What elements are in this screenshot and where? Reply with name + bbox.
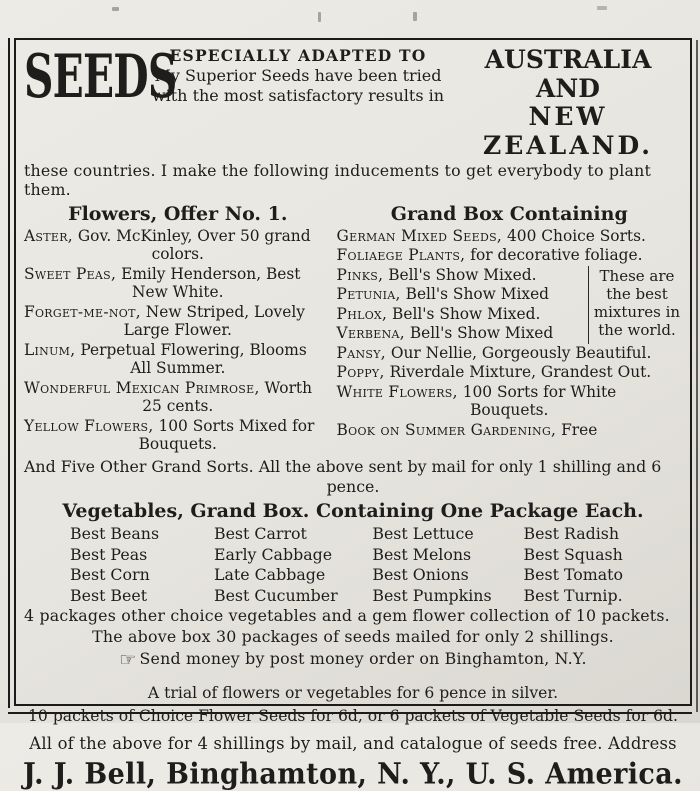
send-money-text: Send money by post money order on Binghamton, N.Y. — [139, 649, 587, 669]
grand-box-item: Foliaege Plants, for decorative foliage. — [336, 246, 643, 265]
grand-box-item: Book on Summer Gardening, Free — [336, 420, 598, 439]
region-line-2: NEW ZEALAND. — [482, 102, 654, 160]
frame-double-rule-left — [8, 38, 10, 708]
grand-box-item: Poppy, Riverdale Mixture, Grandest Out. — [336, 363, 652, 382]
flowers-column — [24, 202, 337, 455]
mail-offer-line-2: pence. — [326, 476, 380, 496]
show-mixed-list — [337, 266, 588, 344]
pointing-hand-icon: ☞ — [119, 649, 137, 672]
veg-cell: Best Lettuce — [372, 524, 474, 544]
trial-offer — [22, 682, 684, 727]
region-title — [454, 45, 682, 160]
grand-box-title: Grand Box Containing — [390, 203, 628, 225]
packages-note: 4 packages other choice vegetables and a gem flower collection of 10 packets. — [24, 606, 670, 626]
veg-cell: Best Pumpkins — [372, 585, 492, 605]
intro-line: these countries. I make the following inducements to get everybody to plant them. — [24, 161, 652, 199]
veg-cell: Best Beans — [70, 524, 160, 544]
veg-cell: Best Beet — [70, 585, 148, 605]
grand-box-item: German Mixed Seeds, 400 Choice Sorts. — [336, 227, 646, 245]
send-money-line — [22, 648, 684, 673]
offer-columns — [22, 202, 684, 455]
veg-cell: Best Squash — [523, 544, 623, 564]
adapted-line: ESPECIALLY ADAPTED TO — [169, 46, 427, 65]
closing-line: All of the above for 4 shillings by mail, and catalogue of seeds free. Address — [29, 734, 677, 754]
show-mixed-group — [337, 266, 682, 344]
veg-cell: Best Turnip. — [523, 585, 623, 605]
grand-box-column — [337, 202, 682, 455]
header-tagline — [142, 45, 454, 107]
frame-outer-rule-right — [696, 40, 698, 712]
flower-item: Aster, Gov. McKinley, Over 50 grand colors. — [24, 227, 311, 264]
seeds-wordmark: SEEDS — [24, 41, 177, 113]
print-artifact — [413, 12, 417, 21]
flower-item: Linum, Perpetual Flowering, Blooms All Summer. — [24, 340, 307, 378]
grand-box-item: Verbena, Bell's Show Mixed — [336, 324, 554, 343]
grand-box-item: Petunia, Bell's Show Mixed — [336, 285, 550, 304]
veg-cell: Best Radish — [523, 524, 620, 544]
veg-cell: Early Cabbage — [213, 544, 333, 564]
mail-offer-line-1: And Five Other Grand Sorts. All the above sent by mail for only 1 shilling and 6 — [24, 456, 662, 476]
tried-line-1: My Superior Seeds have been tried — [154, 65, 442, 85]
region-line-1: AUSTRALIA AND — [484, 45, 652, 103]
grand-box-item: Pinks, Bell's Show Mixed. — [336, 265, 537, 284]
flower-item: Wonderful Mexican Primrose, Worth 25 cents. — [24, 378, 313, 416]
veg-cell: Late Cabbage — [213, 565, 326, 585]
mailed-note: The above box 30 packages of seeds mailed for only 2 shillings. — [92, 627, 614, 647]
print-artifact — [597, 6, 607, 10]
flower-item: Yellow Flowers, 100 Sorts Mixed for Bouquets. — [24, 416, 315, 454]
veg-cell: Best Carrot — [213, 524, 307, 544]
veg-cell: Best Tomato — [523, 565, 624, 585]
flower-item: Sweet Peas, Emily Henderson, Best New White. — [24, 264, 301, 302]
vegetables-title: Vegetables, Grand Box. Containing One Package Each. — [62, 500, 644, 523]
flowers-title: Flowers, Offer No. 1. — [68, 203, 288, 225]
trial-line-2: 10 packets of Choice Flower Seeds for 6d, or 6 packets of Vegetable Seeds for 6d. — [28, 706, 678, 725]
address-line: J. J. Bell, Binghamton, N. Y., U. S. America. — [23, 758, 683, 791]
veg-cell: Best Peas — [70, 544, 148, 564]
trial-line-1: A trial of flowers or vegetables for 6 pence in silver. — [147, 684, 559, 703]
vegetables-table — [22, 524, 684, 606]
veg-cell: Best Melons — [372, 544, 472, 564]
veg-cell: Best Corn — [70, 565, 150, 585]
veg-cell: Best Cucumber — [213, 585, 338, 605]
best-mixtures-note: These are the best mixtures in the world. — [588, 266, 682, 344]
veg-cell: Best Onions — [372, 565, 469, 585]
ad-frame — [14, 38, 692, 791]
print-artifact — [318, 12, 321, 22]
grand-box-item: Phlox, Bell's Show Mixed. — [336, 304, 541, 323]
grand-box-item: Pansy, Our Nellie, Gorgeously Beautiful. — [336, 343, 652, 362]
ad-header — [22, 43, 684, 160]
print-artifact — [112, 7, 119, 11]
tried-line-2: with the most satisfactory results in — [151, 86, 445, 106]
flower-item: Forget-me-not, New Striped, Lovely Large Flower. — [24, 302, 305, 340]
grand-box-item: White Flowers, 100 Sorts for White Bouquets. — [336, 382, 617, 420]
mail-offer — [22, 455, 684, 496]
